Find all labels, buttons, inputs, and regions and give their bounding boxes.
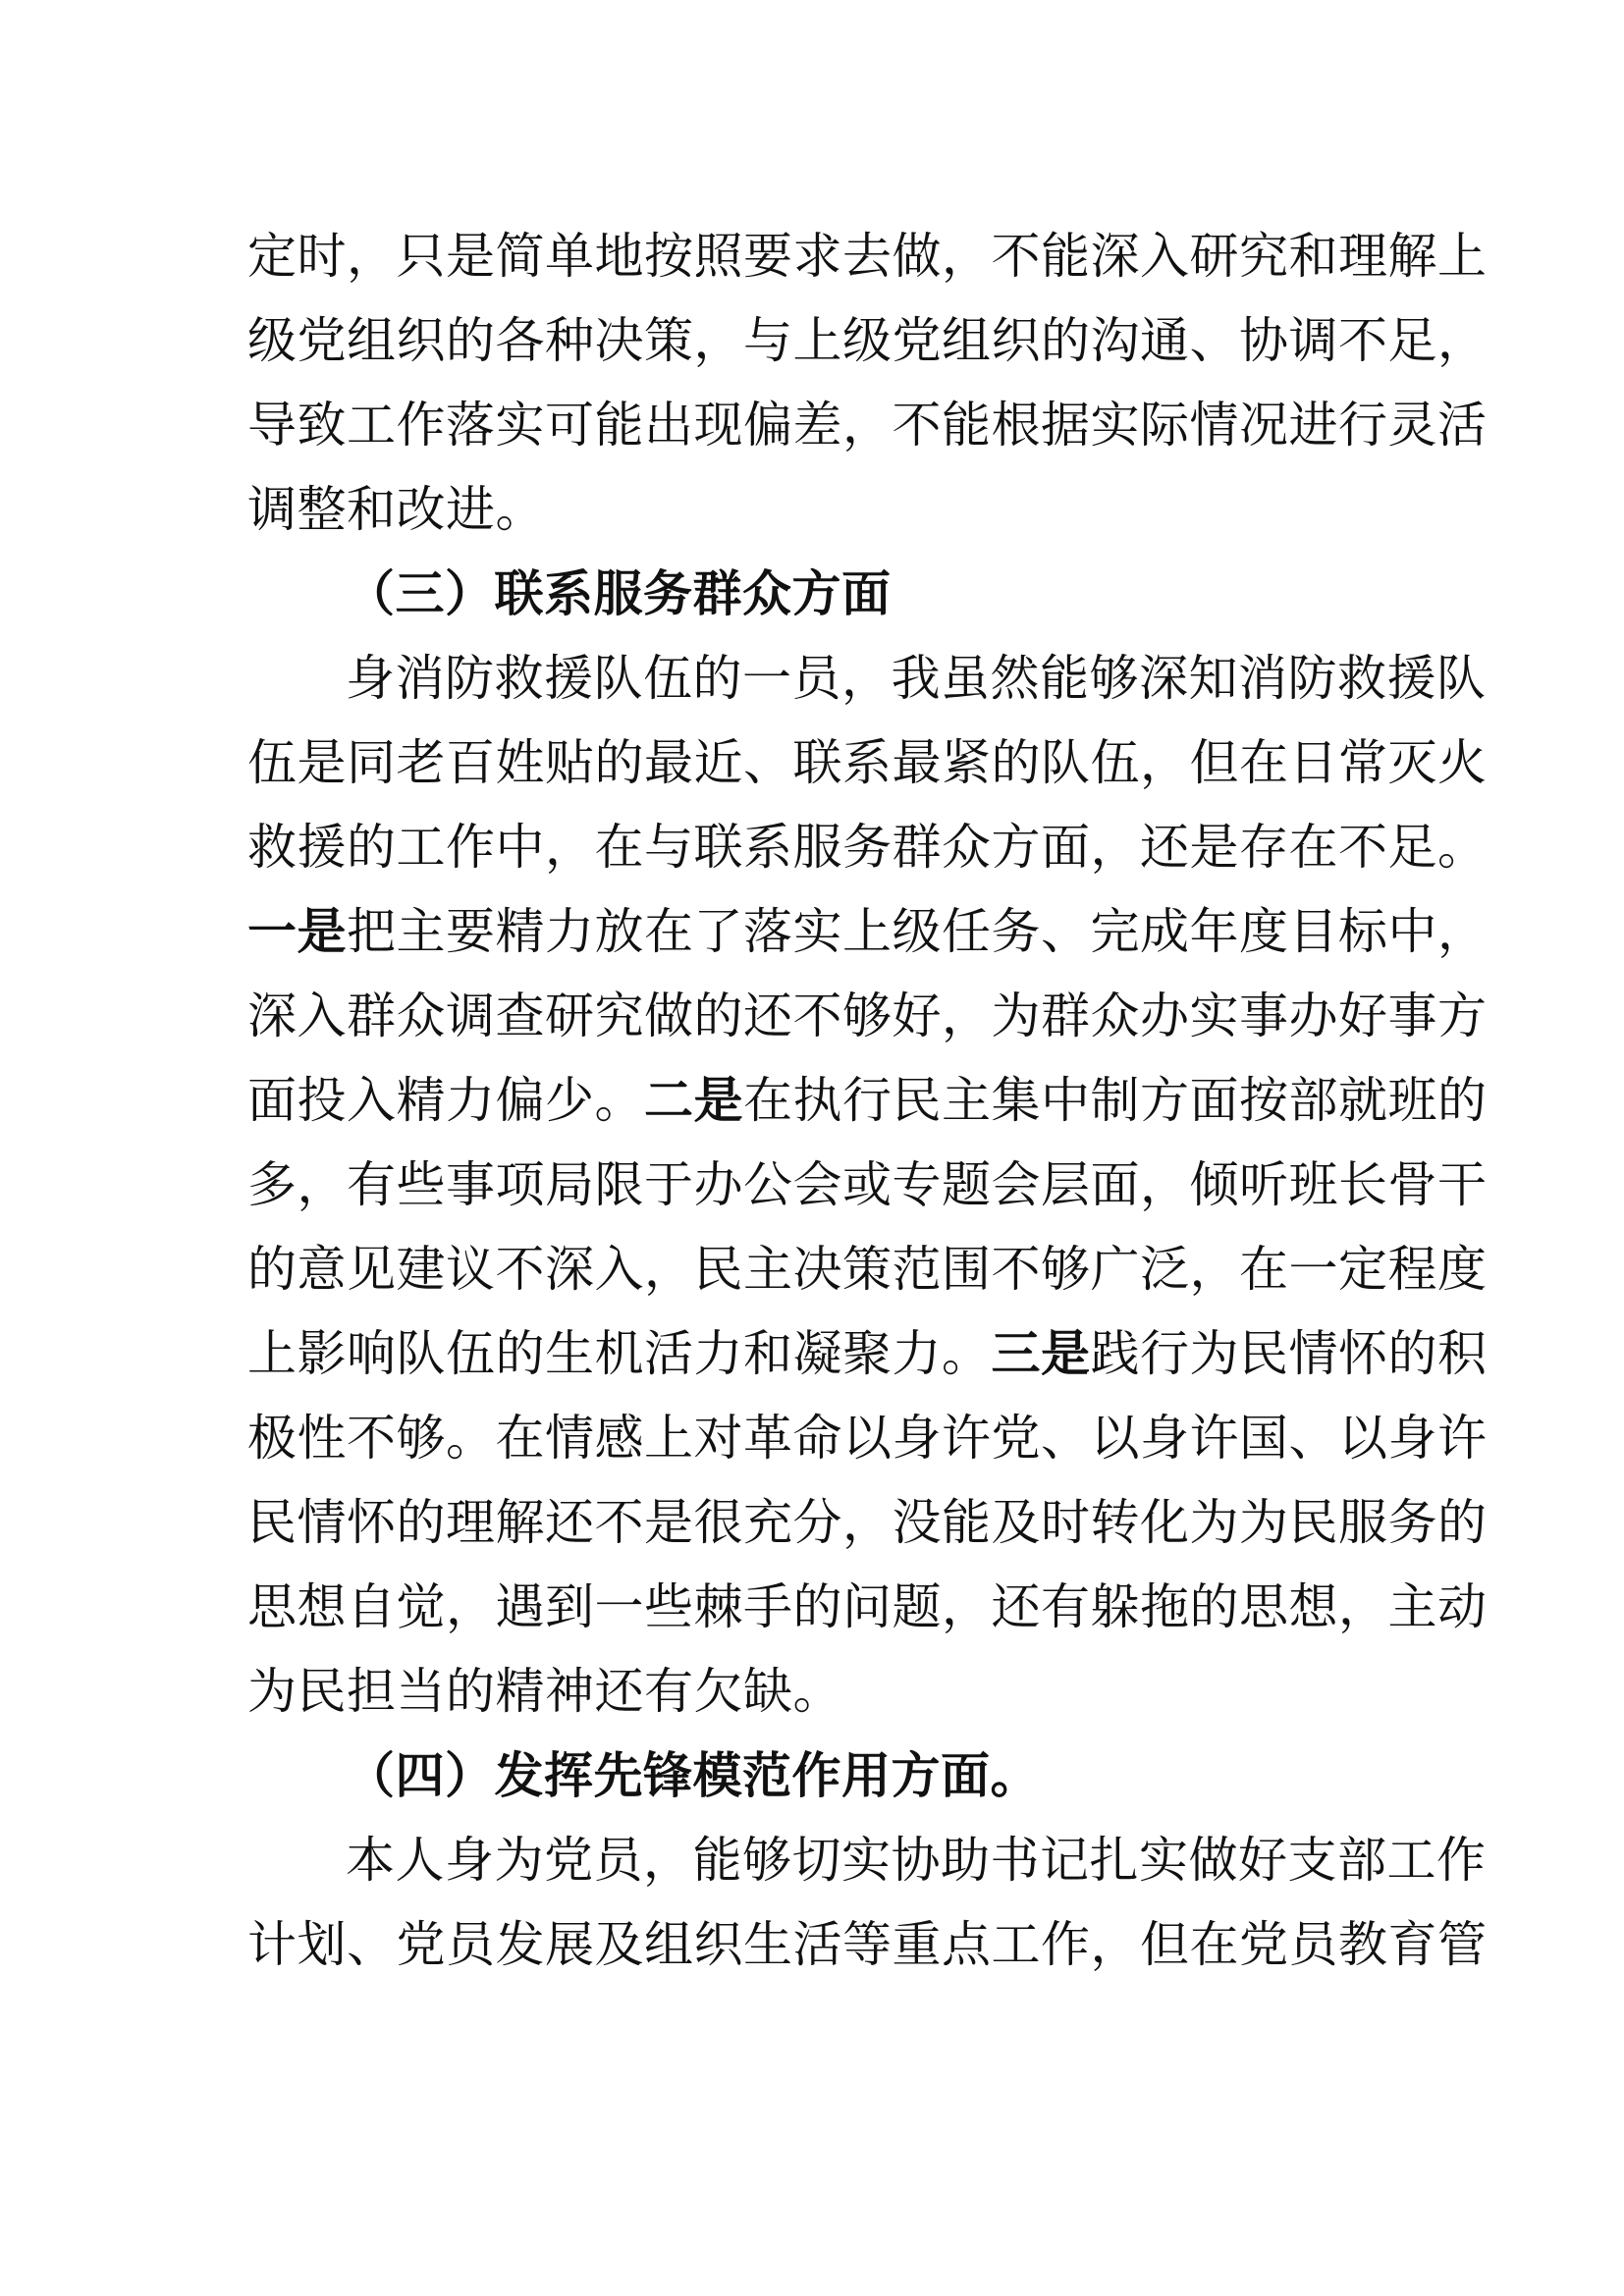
paragraph-2-line-2: 伍是同老百姓贴的最近、联系最紧的队伍，但在日常灭火	[247, 734, 1488, 791]
paragraph-2-line-11: 民情怀的理解还不是很充分，没能及时转化为为民服务的	[247, 1494, 1488, 1551]
paragraph-1-line-1: 定时，只是简单地按照要求去做，不能深入研究和理解上	[247, 228, 1488, 285]
paragraph-2-line-10: 极性不够。在情感上对革命以身许党、以身许国、以身许	[247, 1410, 1488, 1467]
paragraph-2-line-13: 为民担当的精神还有欠缺。	[247, 1663, 842, 1720]
paragraph-2-line-4	[247, 889, 1488, 974]
document-page	[247, 214, 1488, 1987]
paragraph-1-line-2: 级党组织的各种决策，与上级党组织的沟通、协调不足，	[247, 312, 1488, 369]
point-two-label: 二是	[644, 1072, 743, 1129]
point-three-text: 践行为民情怀的积	[1090, 1325, 1488, 1382]
paragraph-2-line-9	[247, 1311, 1488, 1396]
paragraph-3-line-2: 计划、党员发展及组织生活等重点工作，但在党员教育管	[247, 1916, 1488, 1973]
point-one-text: 把主要精力放在了落实上级任务、完成年度目标中，	[347, 903, 1488, 960]
point-two-end-text: 上影响队伍的生机活力和凝聚力。	[247, 1325, 992, 1382]
point-one-end-text: 面投入精力偏少。	[247, 1072, 644, 1129]
point-three-label: 三是	[991, 1325, 1091, 1382]
paragraph-1-line-4: 调整和改进。	[247, 481, 545, 538]
paragraph-2-line-1: 身消防救援队伍的一员，我虽然能够深知消防救援队	[346, 650, 1487, 707]
paragraph-2-line-3: 救援的工作中，在与联系服务群众方面，还是存在不足。	[247, 819, 1488, 876]
paragraph-1-line-3: 导致工作落实可能出现偏差，不能根据实际情况进行灵活	[247, 397, 1488, 454]
paragraph-2-line-8: 的意见建议不深入，民主决策范围不够广泛，在一定程度	[247, 1241, 1488, 1298]
paragraph-3-line-1: 本人身为党员，能够切实协助书记扎实做好支部工作	[346, 1832, 1487, 1889]
point-two-text: 在执行民主集中制方面按部就班的	[743, 1072, 1488, 1129]
section-heading-3: （三）联系服务群众方面	[346, 565, 892, 622]
paragraph-2-line-12: 思想自觉，遇到一些棘手的问题，还有躲拖的思想，主动	[247, 1578, 1488, 1635]
paragraph-2-line-5: 深入群众调查研究做的还不够好，为群众办实事办好事方	[247, 988, 1488, 1044]
paragraph-2-line-7: 多，有些事项局限于办公会或专题会层面，倾听班长骨干	[247, 1156, 1488, 1213]
paragraph-2-line-6	[247, 1058, 1488, 1143]
section-heading-4: （四）发挥先锋模范作用方面。	[346, 1747, 1040, 1804]
point-one-label: 一是	[247, 903, 347, 960]
